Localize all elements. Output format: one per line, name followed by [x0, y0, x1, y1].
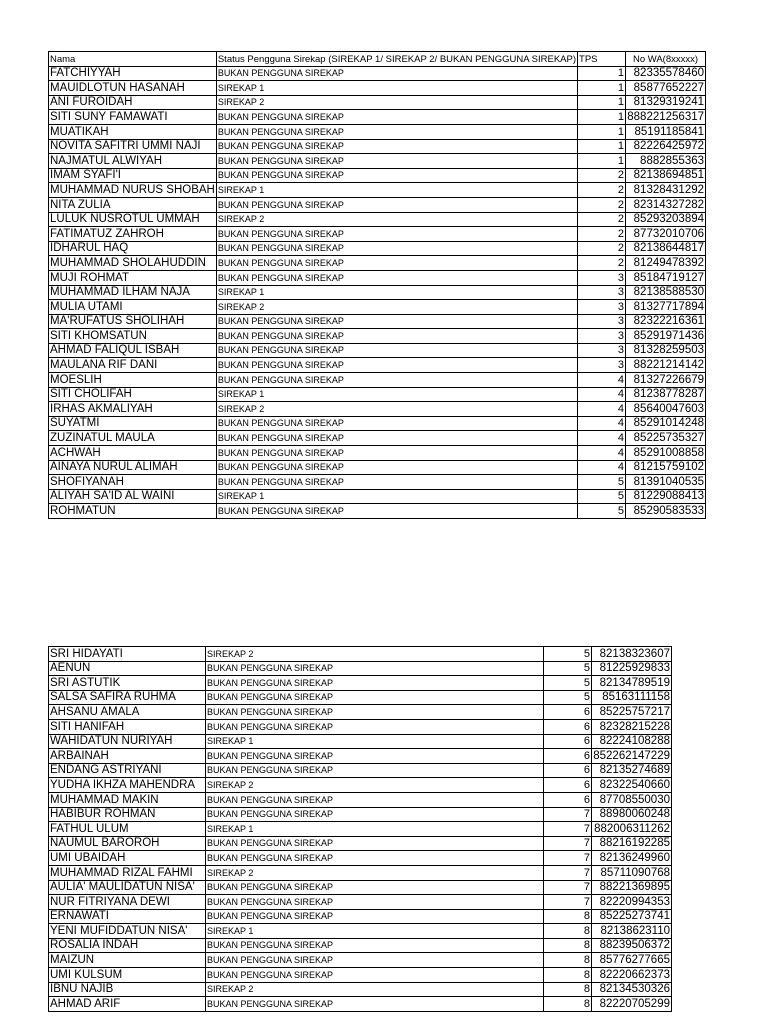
cell-status[interactable]: BUKAN PENGGUNA SIREKAP — [206, 676, 544, 691]
cell-tps[interactable]: 7 — [544, 836, 592, 851]
table-row — [49, 792, 672, 807]
cell-nama[interactable]: FATHUL ULUM — [49, 822, 206, 837]
cell-wa[interactable]: 85291014248 — [626, 416, 706, 431]
cell-nama[interactable]: AHMAD ARIF — [49, 997, 206, 1012]
cell-status[interactable]: BUKAN PENGGUNA SIREKAP — [206, 938, 544, 953]
cell-tps[interactable]: 5 — [578, 504, 626, 519]
table-row — [49, 749, 672, 764]
cell-tps[interactable]: 1 — [578, 139, 626, 154]
cell-tps[interactable]: 5 — [578, 489, 626, 504]
cell-wa[interactable]: 81215759102 — [626, 460, 706, 475]
cell-nama[interactable]: MUJI ROHMAT — [49, 270, 217, 285]
cell-wa[interactable]: 8882855363 — [626, 154, 706, 169]
cell-status[interactable]: BUKAN PENGGUNA SIREKAP — [206, 953, 544, 968]
table-row — [49, 647, 672, 662]
cell-tps[interactable]: 5 — [544, 661, 592, 676]
cell-status[interactable]: SIREKAP 2 — [206, 647, 544, 662]
cell-status[interactable]: SIREKAP 2 — [206, 778, 544, 793]
cell-nama[interactable]: MAUIDLOTUN HASANAH — [49, 81, 217, 96]
cell-status[interactable]: SIREKAP 1 — [206, 822, 544, 837]
cell-status[interactable]: BUKAN PENGGUNA SIREKAP — [216, 314, 577, 329]
cell-status[interactable]: BUKAN PENGGUNA SIREKAP — [216, 227, 577, 242]
cell-wa[interactable]: 81225929833 — [592, 661, 672, 676]
cell-nama[interactable]: IRHAS AKMALIYAH — [49, 402, 217, 417]
cell-status[interactable]: BUKAN PENGGUNA SIREKAP — [216, 460, 577, 475]
cell-tps[interactable]: 7 — [544, 880, 592, 895]
cell-status[interactable]: BUKAN PENGGUNA SIREKAP — [216, 241, 577, 256]
cell-nama[interactable]: IBNU NAJIB — [49, 982, 206, 997]
cell-status[interactable]: BUKAN PENGGUNA SIREKAP — [216, 373, 577, 388]
cell-tps[interactable]: 4 — [578, 416, 626, 431]
table-row — [49, 197, 706, 212]
cell-wa[interactable]: 82134530326 — [592, 982, 672, 997]
cell-wa[interactable]: 81329319241 — [626, 95, 706, 110]
table-row — [49, 734, 672, 749]
cell-status[interactable]: BUKAN PENGGUNA SIREKAP — [206, 705, 544, 720]
cell-tps[interactable]: 4 — [578, 460, 626, 475]
table-row — [49, 124, 706, 139]
cell-wa[interactable]: 81328431292 — [626, 183, 706, 198]
cell-tps[interactable]: 6 — [544, 719, 592, 734]
cell-wa[interactable]: 82138588530 — [626, 285, 706, 300]
cell-tps[interactable]: 8 — [544, 938, 592, 953]
cell-status[interactable]: BUKAN PENGGUNA SIREKAP — [216, 270, 577, 285]
cell-nama[interactable]: ARBAINAH — [49, 749, 206, 764]
cell-wa[interactable]: 87708550030 — [592, 792, 672, 807]
cell-tps[interactable]: 1 — [578, 66, 626, 81]
table-row — [49, 705, 672, 720]
cell-nama[interactable]: YENI MUFIDDATUN NISA' — [49, 924, 206, 939]
cell-status[interactable]: BUKAN PENGGUNA SIREKAP — [206, 719, 544, 734]
header-row — [49, 52, 706, 67]
cell-wa[interactable]: 88216192285 — [592, 836, 672, 851]
cell-wa[interactable]: 82138323607 — [592, 647, 672, 662]
cell-tps[interactable]: 1 — [578, 124, 626, 139]
table-row — [49, 168, 706, 183]
cell-wa[interactable]: 82224108288 — [592, 734, 672, 749]
cell-tps[interactable]: 3 — [578, 270, 626, 285]
table-row — [49, 719, 672, 734]
table-row — [49, 431, 706, 446]
table-row — [49, 953, 672, 968]
cell-nama[interactable]: MUHAMMAD SHOLAHUDDIN — [49, 256, 217, 271]
table-row — [49, 851, 672, 866]
cell-wa[interactable]: 82335578460 — [626, 66, 706, 81]
cell-tps[interactable]: 8 — [544, 982, 592, 997]
cell-nama[interactable]: NAJMATUL ALWIYAH — [49, 154, 217, 169]
cell-status[interactable]: BUKAN PENGGUNA SIREKAP — [206, 763, 544, 778]
cell-nama[interactable]: AHMAD FALIQUL ISBAH — [49, 343, 217, 358]
cell-nama[interactable]: SALSA SAFIRA RUHMA — [49, 690, 206, 705]
cell-tps[interactable]: 2 — [578, 183, 626, 198]
table-row — [49, 314, 706, 329]
cell-wa[interactable]: 81249478392 — [626, 256, 706, 271]
cell-status[interactable]: BUKAN PENGGUNA SIREKAP — [216, 197, 577, 212]
cell-tps[interactable]: 6 — [544, 792, 592, 807]
cell-status[interactable]: BUKAN PENGGUNA SIREKAP — [216, 446, 577, 461]
table-row — [49, 81, 706, 96]
cell-tps[interactable]: 7 — [544, 865, 592, 880]
cell-status[interactable]: BUKAN PENGGUNA SIREKAP — [216, 358, 577, 373]
cell-nama[interactable]: NOVITA SAFITRI UMMI NAJI — [49, 139, 217, 154]
cell-nama[interactable]: MULIA UTAMI — [49, 300, 217, 315]
cell-tps[interactable]: 4 — [578, 373, 626, 388]
cell-status[interactable]: SIREKAP 1 — [216, 81, 577, 96]
cell-tps[interactable]: 1 — [578, 154, 626, 169]
cell-wa[interactable]: 82220662373 — [592, 968, 672, 983]
cell-status[interactable]: BUKAN PENGGUNA SIREKAP — [216, 256, 577, 271]
table-row — [49, 183, 706, 198]
cell-wa[interactable]: 88239506372 — [592, 938, 672, 953]
cell-nama[interactable]: NITA ZULIA — [49, 197, 217, 212]
cell-wa[interactable]: 85163111158 — [592, 690, 672, 705]
table-row — [49, 676, 672, 691]
table-row — [49, 763, 672, 778]
cell-nama[interactable]: ROHMATUN — [49, 504, 217, 519]
cell-tps[interactable]: 8 — [544, 909, 592, 924]
table-row — [49, 778, 672, 793]
cell-nama[interactable]: MUHAMMAD RIZAL FAHMI — [49, 865, 206, 880]
cell-tps[interactable]: 2 — [578, 227, 626, 242]
cell-wa[interactable]: 81328259503 — [626, 343, 706, 358]
cell-status[interactable]: SIREKAP 2 — [216, 402, 577, 417]
table-row — [49, 690, 672, 705]
cell-status[interactable]: SIREKAP 1 — [206, 924, 544, 939]
cell-status[interactable]: BUKAN PENGGUNA SIREKAP — [206, 690, 544, 705]
table-row — [49, 66, 706, 81]
cell-nama[interactable]: SHOFIYANAH — [49, 475, 217, 490]
cell-tps[interactable]: 8 — [544, 997, 592, 1012]
cell-wa[interactable]: 82322540660 — [592, 778, 672, 793]
cell-status[interactable]: SIREKAP 1 — [216, 285, 577, 300]
cell-status[interactable]: SIREKAP 2 — [216, 300, 577, 315]
header-nama[interactable]: Nama — [49, 52, 217, 67]
cell-tps[interactable]: 3 — [578, 285, 626, 300]
cell-tps[interactable]: 7 — [544, 822, 592, 837]
cell-nama[interactable]: MUHAMMAD ILHAM NAJA — [49, 285, 217, 300]
cell-wa[interactable]: 81238778287 — [626, 387, 706, 402]
cell-wa[interactable]: 82322216361 — [626, 314, 706, 329]
cell-tps[interactable]: 7 — [544, 807, 592, 822]
cell-wa[interactable]: 85776277665 — [592, 953, 672, 968]
cell-wa[interactable]: 82314327282 — [626, 197, 706, 212]
table-row — [49, 460, 706, 475]
table-row — [49, 661, 672, 676]
table-row — [49, 256, 706, 271]
cell-tps[interactable]: 5 — [578, 475, 626, 490]
cell-nama[interactable]: IMAM SYAFI'I — [49, 168, 217, 183]
cell-status[interactable]: BUKAN PENGGUNA SIREKAP — [206, 851, 544, 866]
table-row — [49, 968, 672, 983]
cell-wa[interactable]: 85293203894 — [626, 212, 706, 227]
cell-wa[interactable]: 81327717894 — [626, 300, 706, 315]
cell-status[interactable]: BUKAN PENGGUNA SIREKAP — [216, 139, 577, 154]
header-status[interactable]: Status Pengguna Sirekap (SIREKAP 1/ SIREKAP 2/ BUKAN PENGGUNA SIREKAP) — [216, 52, 577, 67]
cell-wa[interactable]: 81391040535 — [626, 475, 706, 490]
table-row — [49, 489, 706, 504]
cell-tps[interactable]: 4 — [578, 387, 626, 402]
cell-nama[interactable]: FATCHIYYAH — [49, 66, 217, 81]
cell-wa[interactable]: 88980060248 — [592, 807, 672, 822]
cell-wa[interactable]: 81327226679 — [626, 373, 706, 388]
table-row — [49, 241, 706, 256]
table-row — [49, 139, 706, 154]
cell-tps[interactable]: 5 — [544, 690, 592, 705]
cell-tps[interactable]: 8 — [544, 924, 592, 939]
cell-wa[interactable]: 87732010706 — [626, 227, 706, 242]
table-row — [49, 212, 706, 227]
cell-status[interactable]: BUKAN PENGGUNA SIREKAP — [206, 792, 544, 807]
table-row — [49, 504, 706, 519]
cell-wa[interactable]: 85711090768 — [592, 865, 672, 880]
cell-tps[interactable]: 6 — [544, 763, 592, 778]
cell-nama[interactable]: ALIYAH SA'ID AL WAINI — [49, 489, 217, 504]
cell-nama[interactable]: MAIZUN — [49, 953, 206, 968]
cell-status[interactable]: SIREKAP 2 — [206, 982, 544, 997]
cell-nama[interactable]: ANI FUROIDAH — [49, 95, 217, 110]
cell-status[interactable]: BUKAN PENGGUNA SIREKAP — [206, 909, 544, 924]
cell-status[interactable]: BUKAN PENGGUNA SIREKAP — [206, 807, 544, 822]
cell-tps[interactable]: 1 — [578, 95, 626, 110]
cell-wa[interactable]: 82138623110 — [592, 924, 672, 939]
cell-wa[interactable]: 852262147229 — [593, 749, 670, 762]
header-tps[interactable]: TPS — [578, 52, 626, 67]
cell-wa[interactable]: 85291971436 — [626, 329, 706, 344]
table-row — [49, 446, 706, 461]
cell-wa[interactable]: 85640047603 — [626, 402, 706, 417]
cell-wa[interactable]: 82220705299 — [592, 997, 672, 1012]
table-row — [49, 997, 672, 1012]
cell-nama[interactable]: ZUZINATUL MAULA — [49, 431, 217, 446]
cell-status[interactable]: BUKAN PENGGUNA SIREKAP — [206, 895, 544, 910]
cell-tps[interactable]: 8 — [544, 968, 592, 983]
table-row — [49, 95, 706, 110]
cell-wa[interactable]: 88221369895 — [592, 880, 672, 895]
cell-tps[interactable]: 7 — [544, 851, 592, 866]
cell-wa[interactable]: 85291008858 — [626, 446, 706, 461]
cell-wa[interactable]: 85225735327 — [626, 431, 706, 446]
cell-status[interactable]: BUKAN PENGGUNA SIREKAP — [216, 124, 577, 139]
cell-tps[interactable]: 2 — [578, 168, 626, 183]
cell-tps[interactable]: 2 — [578, 197, 626, 212]
cell-wa[interactable]: 82135274689 — [592, 763, 672, 778]
table-row — [49, 982, 672, 997]
cell-nama[interactable]: AENUN — [49, 661, 206, 676]
cell-wa[interactable]: 82138694851 — [626, 168, 706, 183]
cell-wa[interactable]: 82136249960 — [592, 851, 672, 866]
cell-status[interactable]: BUKAN PENGGUNA SIREKAP — [206, 836, 544, 851]
cell-tps[interactable]: 1 — [578, 110, 626, 125]
cell-status[interactable]: SIREKAP 2 — [216, 95, 577, 110]
cell-nama[interactable]: MUHAMMAD NURUS SHOBAH — [50, 183, 215, 196]
table-row — [49, 387, 706, 402]
cell-status[interactable]: BUKAN PENGGUNA SIREKAP — [216, 416, 577, 431]
cell-wa[interactable]: 85225757217 — [592, 705, 672, 720]
cell-nama[interactable]: NAUMUL BAROROH — [49, 836, 206, 851]
cell-wa[interactable]: 888221256317 — [627, 110, 705, 123]
cell-nama[interactable]: MUHAMMAD MAKIN — [49, 792, 206, 807]
table-row — [49, 475, 706, 490]
cell-status[interactable]: BUKAN PENGGUNA SIREKAP — [216, 110, 577, 125]
cell-status[interactable]: BUKAN PENGGUNA SIREKAP — [216, 431, 577, 446]
table-row — [49, 909, 672, 924]
cell-status[interactable]: BUKAN PENGGUNA SIREKAP — [206, 968, 544, 983]
cell-tps[interactable]: 1 — [578, 81, 626, 96]
cell-nama[interactable]: HABIBUR ROHMAN — [49, 807, 206, 822]
cell-status[interactable]: BUKAN PENGGUNA SIREKAP — [206, 880, 544, 895]
header-wa[interactable]: No WA(8xxxxx) — [626, 52, 706, 67]
cell-wa[interactable]: 882006311262 — [592, 822, 672, 837]
cell-status[interactable]: BUKAN PENGGUNA SIREKAP — [216, 154, 577, 169]
cell-status[interactable]: SIREKAP 1 — [206, 734, 544, 749]
table-row — [49, 285, 706, 300]
table-row — [49, 895, 672, 910]
cell-tps[interactable]: 4 — [578, 431, 626, 446]
cell-tps[interactable]: 6 — [544, 778, 592, 793]
cell-nama[interactable]: FATIMATUZ ZAHROH — [49, 227, 217, 242]
cell-nama[interactable]: UMI UBAIDAH — [49, 851, 206, 866]
cell-wa[interactable]: 82328215228 — [592, 719, 672, 734]
cell-status[interactable]: SIREKAP 1 — [216, 387, 577, 402]
cell-wa[interactable]: 82220994353 — [592, 895, 672, 910]
table-row — [49, 270, 706, 285]
cell-status[interactable]: SIREKAP 1 — [216, 489, 577, 504]
table-row — [49, 938, 672, 953]
cell-status[interactable]: BUKAN PENGGUNA SIREKAP — [206, 749, 544, 764]
cell-wa[interactable]: 82226425972 — [626, 139, 706, 154]
table-row — [49, 329, 706, 344]
cell-status[interactable]: BUKAN PENGGUNA SIREKAP — [216, 168, 577, 183]
cell-nama[interactable]: ERNAWATI — [49, 909, 206, 924]
table-part-2 — [48, 646, 672, 1012]
cell-tps[interactable]: 2 — [578, 256, 626, 271]
cell-tps[interactable]: 5 — [544, 676, 592, 691]
cell-nama[interactable]: NUR FITRIYANA DEWI — [49, 895, 206, 910]
cell-nama[interactable]: SITI HANIFAH — [49, 719, 206, 734]
cell-tps[interactable]: 3 — [578, 343, 626, 358]
cell-nama[interactable]: MA'RUFATUS SHOLIHAH — [49, 314, 217, 329]
table-row — [49, 358, 706, 373]
cell-nama[interactable]: SITI KHOMSATUN — [49, 329, 217, 344]
cell-tps[interactable]: 3 — [578, 314, 626, 329]
table-row — [49, 154, 706, 169]
table-row — [49, 343, 706, 358]
cell-wa[interactable]: 85290583533 — [626, 504, 706, 519]
table-row — [49, 110, 706, 125]
table-row — [49, 836, 672, 851]
cell-status[interactable]: BUKAN PENGGUNA SIREKAP — [216, 343, 577, 358]
cell-status[interactable]: BUKAN PENGGUNA SIREKAP — [206, 661, 544, 676]
cell-nama[interactable]: ACHWAH — [49, 446, 217, 461]
cell-status[interactable]: BUKAN PENGGUNA SIREKAP — [216, 329, 577, 344]
cell-nama[interactable]: AHSANU AMALA — [49, 705, 206, 720]
table-row — [49, 880, 672, 895]
cell-nama[interactable]: MAULANA RIF DANI — [49, 358, 217, 373]
table-row — [49, 807, 672, 822]
cell-nama[interactable]: SRI HIDAYATI — [49, 647, 206, 662]
cell-nama[interactable]: WAHIDATUN NURIYAH — [49, 734, 206, 749]
cell-status[interactable]: SIREKAP 1 — [216, 183, 577, 198]
cell-wa[interactable]: 82134789519 — [592, 676, 672, 691]
cell-status[interactable]: BUKAN PENGGUNA SIREKAP — [216, 475, 577, 490]
cell-tps[interactable]: 3 — [578, 300, 626, 315]
cell-tps[interactable]: 2 — [578, 212, 626, 227]
table-row — [49, 227, 706, 242]
cell-nama[interactable]: SITI CHOLIFAH — [49, 387, 217, 402]
cell-tps[interactable]: 6 — [544, 734, 592, 749]
cell-nama[interactable]: UMI KULSUM — [49, 968, 206, 983]
cell-tps[interactable]: 6 — [544, 705, 592, 720]
table-part-1 — [48, 51, 706, 519]
cell-wa[interactable]: 85191185841 — [626, 124, 706, 139]
cell-tps[interactable]: 4 — [578, 446, 626, 461]
cell-wa[interactable]: 85184719127 — [626, 270, 706, 285]
cell-tps[interactable]: 5 — [544, 647, 592, 662]
cell-tps[interactable]: 6 — [544, 749, 592, 764]
cell-nama[interactable]: AINAYA NURUL ALIMAH — [49, 460, 217, 475]
cell-tps[interactable]: 4 — [578, 402, 626, 417]
cell-nama[interactable]: SITI SUNY FAMAWATI — [49, 110, 217, 125]
cell-nama[interactable]: AULIA' MAULIDATUN NISA' — [49, 880, 206, 895]
table-row — [49, 822, 672, 837]
table-row — [49, 402, 706, 417]
cell-status[interactable]: SIREKAP 2 — [216, 212, 577, 227]
cell-wa[interactable]: 81229088413 — [626, 489, 706, 504]
cell-nama[interactable]: ROSALIA INDAH — [49, 938, 206, 953]
cell-nama[interactable]: MUATIKAH — [49, 124, 217, 139]
table-row — [49, 416, 706, 431]
cell-nama[interactable]: LULUK NUSROTUL UMMAH — [49, 212, 217, 227]
cell-status[interactable]: BUKAN PENGGUNA SIREKAP — [206, 997, 544, 1012]
cell-nama[interactable]: ENDANG ASTRIYANI — [49, 763, 206, 778]
cell-tps[interactable]: 3 — [578, 329, 626, 344]
cell-wa[interactable]: 85225273741 — [592, 909, 672, 924]
cell-tps[interactable]: 3 — [578, 358, 626, 373]
cell-nama[interactable]: SRI ASTUTIK — [49, 676, 206, 691]
cell-tps[interactable]: 2 — [578, 241, 626, 256]
cell-status[interactable]: BUKAN PENGGUNA SIREKAP — [216, 504, 577, 519]
table-row — [49, 865, 672, 880]
cell-wa[interactable]: 88221214142 — [626, 358, 706, 373]
cell-nama[interactable]: MOESLIH — [49, 373, 217, 388]
cell-nama[interactable]: SUYATMI — [49, 416, 217, 431]
table-row — [49, 924, 672, 939]
cell-tps[interactable]: 8 — [544, 953, 592, 968]
cell-tps[interactable]: 7 — [544, 895, 592, 910]
cell-status[interactable]: BUKAN PENGGUNA SIREKAP — [216, 66, 577, 81]
cell-wa[interactable]: 82138644817 — [626, 241, 706, 256]
cell-nama[interactable]: YUDHA IKHZA MAHENDRA — [49, 778, 206, 793]
cell-wa[interactable]: 85877652227 — [626, 81, 706, 96]
table-row — [49, 373, 706, 388]
cell-status[interactable]: SIREKAP 2 — [206, 865, 544, 880]
cell-nama[interactable]: IDHARUL HAQ — [49, 241, 217, 256]
table-row — [49, 300, 706, 315]
